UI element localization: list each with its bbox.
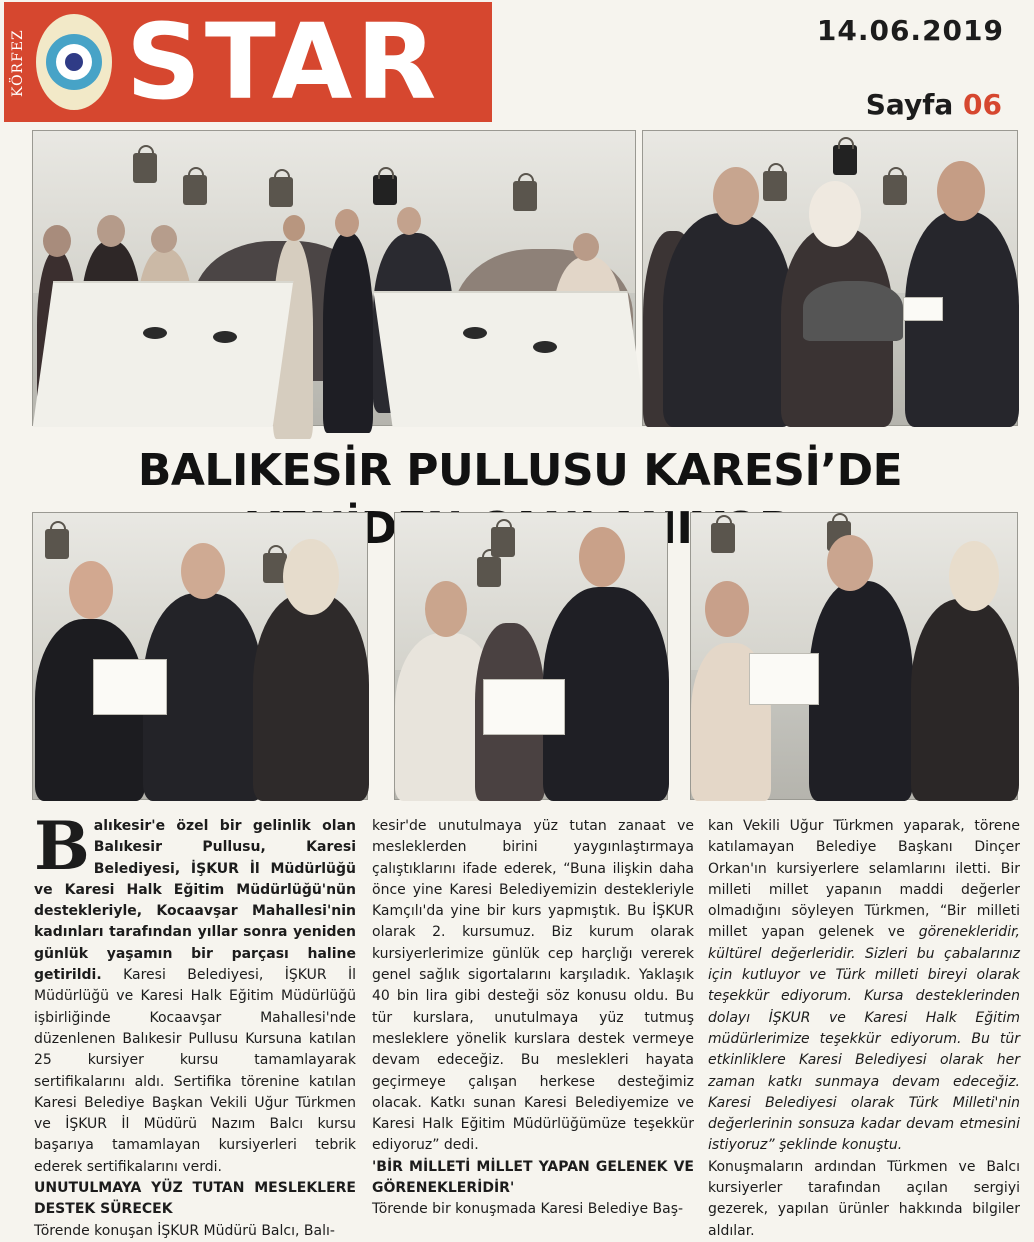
article-column-2 [372, 816, 694, 1221]
article-paragraph-4: Konuşmaların ardından Türkmen ve Balcı kursiyerler tarafından açılan sergiyi gezerek, yapılan ürünler hakkında bilgiler aldılar. [708, 1158, 1020, 1239]
publication-date: 14.06.2019 [816, 14, 1004, 47]
article-paragraph-3-start: Törende bir konuşmada Karesi Belediye Baş- [372, 1201, 684, 1218]
article-paragraph-3-italic: ir, kültürel değerleridir. Sizleri bu çabalarınız için kutluyor ve Türk milleti bireyi olarak teşekkür ediyorum. Kursa desteklerinden dolayı İŞKUR ve Karesi Halk Eğitim müdürlerimize teşekkür ediyorum. Bu tür etkinliklere Karesi Belediyesi olarak her zaman katkı sunmaya devam edeceğiz. Karesi Belediyesi olarak Türk Milleti'nin değerlerinin sonsuza kadar devam etmesini istiyoruz” şeklinde konuştu. [708, 924, 1020, 1154]
article-paragraph-2-start: Törende konuşan İŞKUR Müdürü Balcı, Balı- [34, 1222, 335, 1239]
masthead-side-label: KÖRFEZ [10, 29, 26, 97]
article-column-3 [708, 816, 1020, 1242]
masthead-banner [4, 2, 492, 122]
article-lead: alıkesir'e özel bir gelinlik olan Balıkesir Pullusu, Karesi Belediyesi, İŞKUR İl Müdürlüğü ve Karesi Halk Eğitim Müdürlüğü'nün destekleriyle, Kocaavşar Mahallesi'nin kadınları tarafından yıllar sonra yeniden günlük yaşamın bir parçası haline getirildi. [34, 818, 356, 984]
photo-certificate-left [32, 512, 368, 800]
evil-eye-logo-icon [36, 14, 112, 110]
masthead-brand: STAR [126, 1, 441, 123]
page-number-value: 06 [963, 88, 1002, 121]
drop-cap: B [34, 807, 90, 885]
article-subheading-1: UNUTULMAYA YÜZ TUTAN MESLEKLERE DESTEK SÜRECEK [34, 1180, 356, 1218]
article-subheading-2: 'BİR MİLLETİ MİLLET YAPAN GELENEK VE GÖRENEKLERİDİR' [372, 1158, 694, 1197]
photo-certificate-right [690, 512, 1018, 800]
photo-group-ceremony [32, 130, 636, 426]
photo-certificate-middle [394, 512, 668, 800]
page-number [866, 88, 1002, 121]
article-paragraph-3: kan Vekili Uğur Türkmen yaparak, törene katılamayan Belediye Başkanı Dinçer Orkan'ın kursiyerlere selamlarını iletti. Bir milleti millet yapanın maddi değerler olmadığını söyleyen Türkmen, “Bir milleti millet yapan gelenek ve görenekleridir, kültürel değerleridir. Sizleri bu çabalarınız için kutluyor ve Türk milleti bireyi olarak teşekkür ediyorum. Kursa desteklerinden dolayı İŞKUR ve Karesi Halk Eğitim müdürlerimize teşekkür ediyorum. Bu tür etkinliklere Karesi Belediyesi olarak her zaman katkı sunmaya devam edeceğiz. Karesi Belediyesi olarak Türk Milleti'nin değerlerinin sonsuza kadar devam etmesini istiyoruz” şeklinde konuştu. [708, 818, 1020, 1154]
article-headline: BALIKESİR PULLUSU KARESİ’DE [137, 445, 903, 496]
article-paragraph-2: kesir'de unutulmaya yüz tutan zanaat ve mesleklerden birini yaygınlaştırmaya çalıştıklarını ifade ederek, “Buna ilişkin daha önce yine Karesi Belediyemizin destekleriyle Kamçılı'da yine bir kurs yapmıştık. Bu İŞKUR olarak 2. kursumuz. Biz kurum olarak kursiyerlerimize günlük cep harçlığı vererek genel sağlık sigortalarını karşıladık. Yaklaşık 40 bin lira gibi desteği söz konusu oldu. Bu tür kurslara, unutulmaya yüz tutmuş mesleklere yönelik kurslara destek vermeye devam edeceğiz. Bu meslekleri hayata geçirmeye çalışan herkese desteğimiz olacak. Katkı sunan Karesi Belediyemize ve Karesi Halk Eğitim Müdürlüğümüze teşekkür ediyoruz” dedi. [372, 818, 694, 1154]
article-column-1 [34, 807, 356, 1242]
page-label: Sayfa [865, 88, 954, 121]
photo-bouquet-presentation [642, 130, 1018, 426]
article-paragraph-1: Karesi Belediyesi, İŞKUR İl Müdürlüğü ve Karesi Halk Eğitim Müdürlüğü işbirliğinde Kocaavşar Mahallesi'nde düzenlenen Balıkesir Pullusu Kursuna katılan 25 kursiyer kursu tamamlayarak sertifikalarını aldı. Sertifika törenine katılan Karesi Belediye Başkan Vekili Uğur Türkmen ve İŞKUR İl Müdürü Nazım Balcı kursu başarıya tamamlayan kursiyerleri tebrik ederek sertifikalarını verdi. [34, 967, 356, 1175]
